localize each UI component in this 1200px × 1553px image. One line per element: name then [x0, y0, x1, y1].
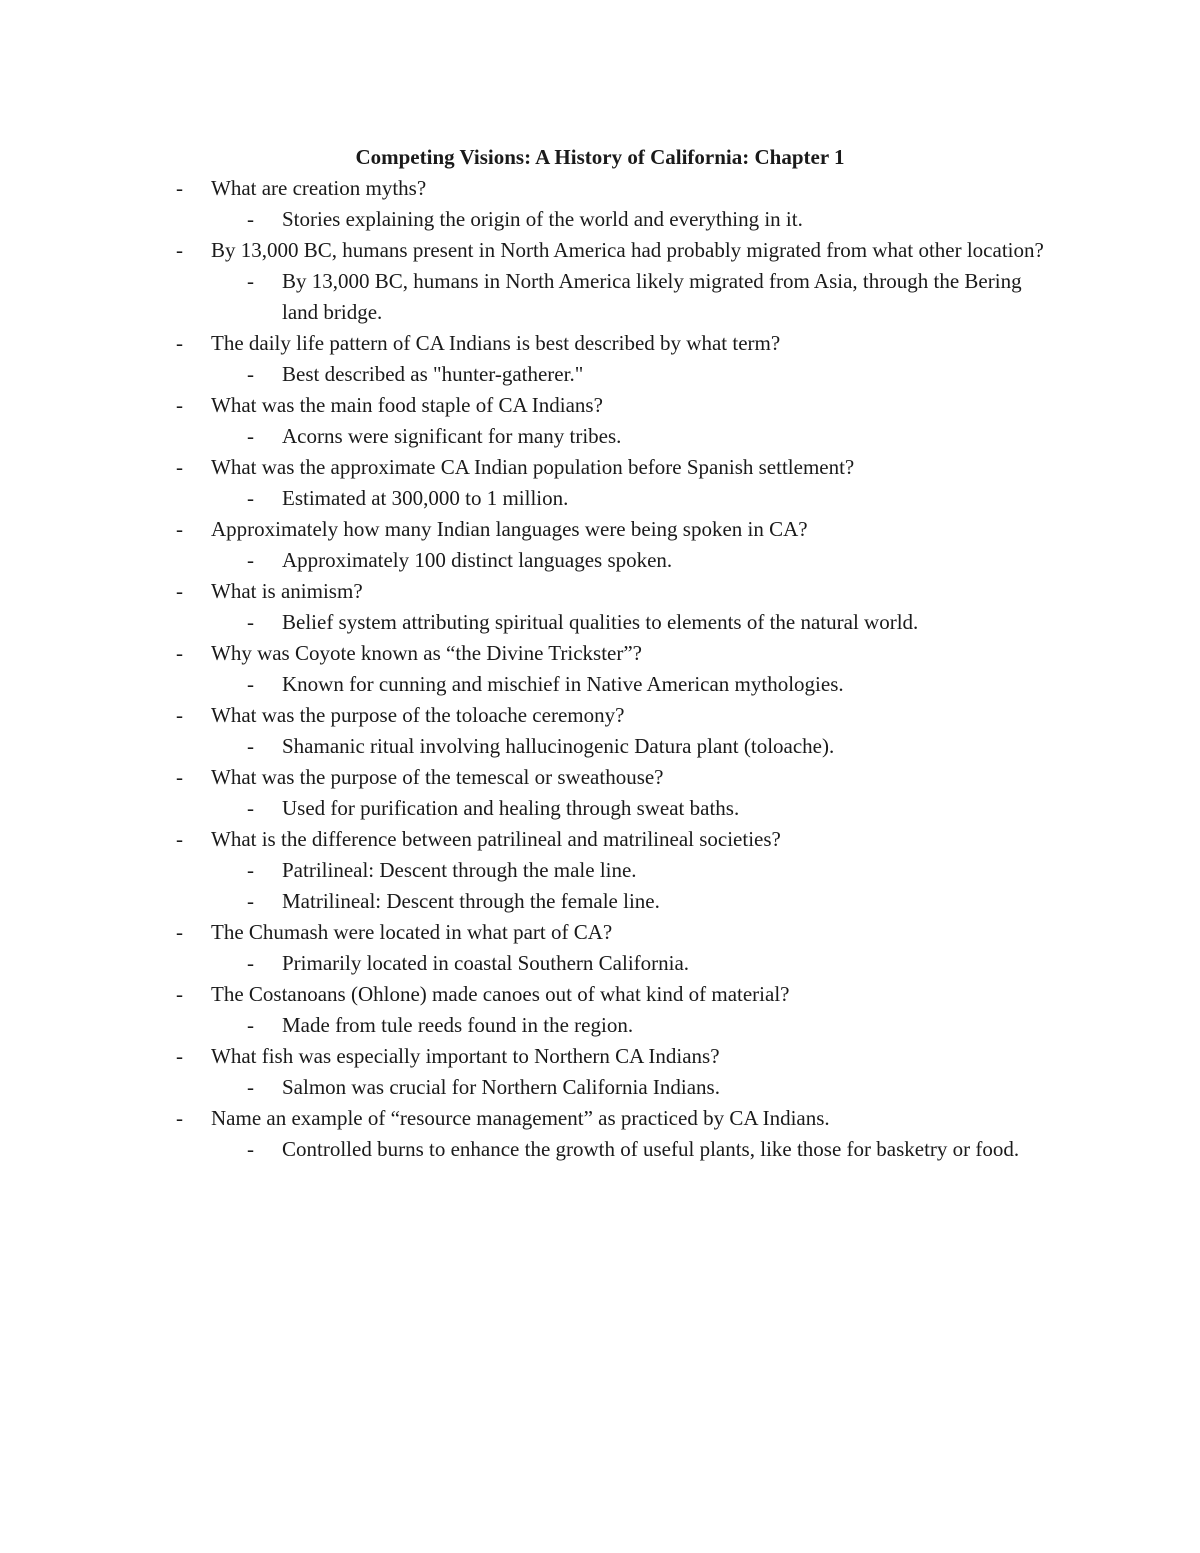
question-bullet: -	[176, 517, 183, 541]
question-item	[142, 917, 1062, 979]
answer-item	[142, 204, 1062, 235]
question-bullet: -	[176, 393, 183, 417]
answer-list	[142, 483, 1062, 514]
question-bullet: -	[176, 703, 183, 727]
answer-item	[142, 421, 1062, 452]
question-text: What fish was especially important to Northern CA Indians?	[211, 1044, 720, 1068]
question-bullet: -	[176, 579, 183, 603]
question-text: What was the purpose of the toloache ceremony?	[211, 703, 625, 727]
answer-bullet: -	[247, 1013, 254, 1037]
question-item	[142, 700, 1062, 762]
answer-text: Shamanic ritual involving hallucinogenic Datura plant (toloache).	[282, 734, 835, 758]
question-item	[142, 514, 1062, 576]
question-bullet: -	[176, 1044, 183, 1068]
question-bullet: -	[176, 765, 183, 789]
answer-text: Salmon was crucial for Northern California Indians.	[282, 1075, 720, 1099]
answer-item	[142, 948, 1062, 979]
answer-text: By 13,000 BC, humans in North America likely migrated from Asia, through the Bering land bridge.	[282, 269, 1022, 324]
question-item	[142, 1103, 1062, 1165]
question-text: What was the approximate CA Indian population before Spanish settlement?	[211, 455, 855, 479]
answer-bullet: -	[247, 548, 254, 572]
answer-bullet: -	[247, 1137, 254, 1161]
question-text: What is the difference between patrilineal and matrilineal societies?	[211, 827, 781, 851]
question-text: The daily life pattern of CA Indians is best described by what term?	[211, 331, 781, 355]
question-bullet: -	[176, 982, 183, 1006]
question-item	[142, 452, 1062, 514]
answer-text: Known for cunning and mischief in Native American mythologies.	[282, 672, 844, 696]
answer-item	[142, 886, 1062, 917]
question-text: The Chumash were located in what part of CA?	[211, 920, 613, 944]
question-text: Approximately how many Indian languages were being spoken in CA?	[211, 517, 808, 541]
question-bullet: -	[176, 1106, 183, 1130]
answer-text: Belief system attributing spiritual qualities to elements of the natural world.	[282, 610, 919, 634]
answer-item	[142, 669, 1062, 700]
answer-list	[142, 545, 1062, 576]
question-text: The Costanoans (Ohlone) made canoes out of what kind of material?	[211, 982, 790, 1006]
question-list	[142, 173, 1062, 1165]
question-bullet: -	[176, 176, 183, 200]
answer-list	[142, 1134, 1062, 1165]
answer-bullet: -	[247, 858, 254, 882]
answer-text: Made from tule reeds found in the region.	[282, 1013, 634, 1037]
question-text: What was the main food staple of CA Indians?	[211, 393, 603, 417]
answer-item	[142, 855, 1062, 886]
question-bullet: -	[176, 920, 183, 944]
question-bullet: -	[176, 331, 183, 355]
answer-list	[142, 359, 1062, 390]
question-text: What was the purpose of the temescal or sweathouse?	[211, 765, 664, 789]
answer-item	[142, 1134, 1062, 1165]
answer-item	[142, 607, 1062, 638]
answer-item	[142, 545, 1062, 576]
question-item	[142, 235, 1062, 328]
answer-list	[142, 948, 1062, 979]
question-text: Name an example of “resource management” as practiced by CA Indians.	[211, 1106, 830, 1130]
answer-text: Primarily located in coastal Southern California.	[282, 951, 690, 975]
answer-list	[142, 793, 1062, 824]
question-text: What is animism?	[211, 579, 363, 603]
answer-text: Stories explaining the origin of the world and everything in it.	[282, 207, 803, 231]
question-item	[142, 328, 1062, 390]
answer-item	[142, 731, 1062, 762]
answer-list	[142, 669, 1062, 700]
answer-bullet: -	[247, 486, 254, 510]
question-item	[142, 1041, 1062, 1103]
answer-bullet: -	[247, 951, 254, 975]
answer-list	[142, 1072, 1062, 1103]
answer-bullet: -	[247, 796, 254, 820]
question-text: What are creation myths?	[211, 176, 427, 200]
question-item	[142, 173, 1062, 235]
answer-bullet: -	[247, 889, 254, 913]
question-bullet: -	[176, 641, 183, 665]
answer-item	[142, 1010, 1062, 1041]
question-text: By 13,000 BC, humans present in North America had probably migrated from what other location?	[211, 238, 1044, 262]
answer-text: Estimated at 300,000 to 1 million.	[282, 486, 569, 510]
answer-bullet: -	[247, 610, 254, 634]
answer-text: Used for purification and healing through sweat baths.	[282, 796, 740, 820]
answer-item	[142, 359, 1062, 390]
question-item	[142, 824, 1062, 917]
answer-text: Patrilineal: Descent through the male line.	[282, 858, 637, 882]
answer-text: Matrilineal: Descent through the female line.	[282, 889, 660, 913]
answer-list	[142, 1010, 1062, 1041]
answer-bullet: -	[247, 424, 254, 448]
question-item	[142, 576, 1062, 638]
question-bullet: -	[176, 827, 183, 851]
question-item	[142, 979, 1062, 1041]
answer-item	[142, 266, 1062, 328]
answer-item	[142, 483, 1062, 514]
question-bullet: -	[176, 238, 183, 262]
answer-bullet: -	[247, 672, 254, 696]
answer-bullet: -	[247, 362, 254, 386]
question-item	[142, 762, 1062, 824]
answer-list	[142, 607, 1062, 638]
answer-bullet: -	[247, 269, 254, 293]
answer-bullet: -	[247, 734, 254, 758]
answer-text: Acorns were significant for many tribes.	[282, 424, 622, 448]
question-text: Why was Coyote known as “the Divine Trickster”?	[211, 641, 643, 665]
answer-bullet: -	[247, 1075, 254, 1099]
question-item	[142, 390, 1062, 452]
answer-text: Approximately 100 distinct languages spoken.	[282, 548, 673, 572]
question-bullet: -	[176, 455, 183, 479]
answer-text: Controlled burns to enhance the growth of useful plants, like those for basketry or food.	[282, 1137, 1020, 1161]
answer-list	[142, 204, 1062, 235]
answer-bullet: -	[247, 207, 254, 231]
answer-list	[142, 266, 1062, 328]
answer-item	[142, 793, 1062, 824]
answer-list	[142, 421, 1062, 452]
answer-list	[142, 855, 1062, 917]
answer-list	[142, 731, 1062, 762]
question-item	[142, 638, 1062, 700]
document-title: Competing Visions: A History of California: Chapter 1	[355, 145, 845, 169]
answer-text: Best described as "hunter-gatherer."	[282, 362, 584, 386]
answer-item	[142, 1072, 1062, 1103]
